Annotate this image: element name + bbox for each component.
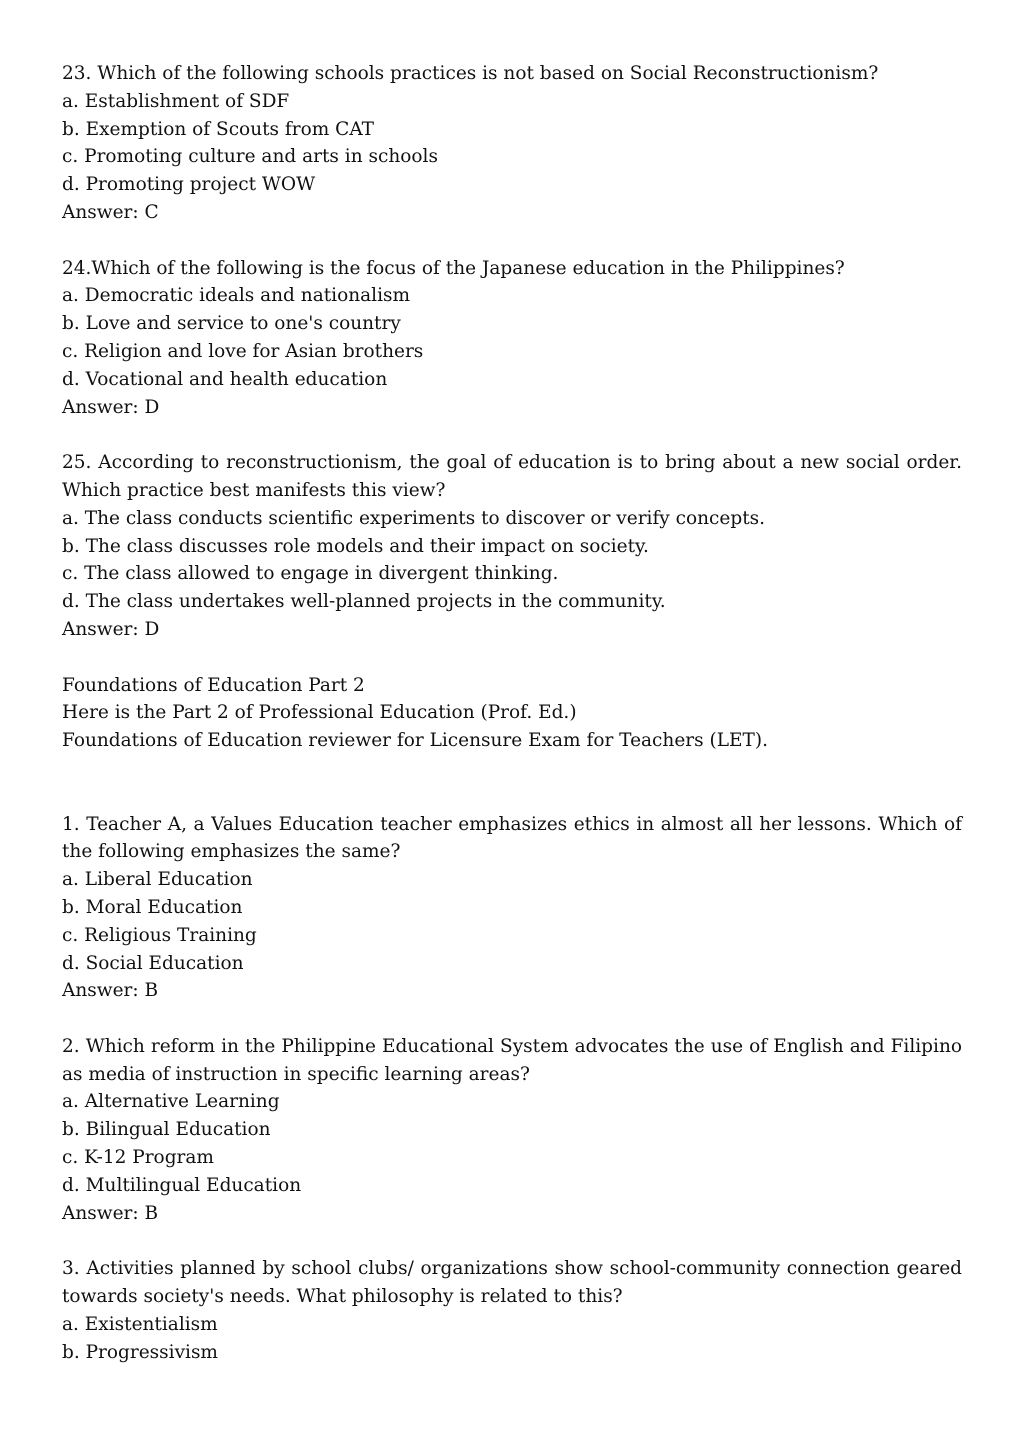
option-a: a. Establishment of SDF: [62, 90, 290, 112]
question-text: 1. Teacher A, a Values Education teacher emphasizes ethics in almost all her lessons. Which of the following emphasizes the same?: [62, 813, 962, 863]
answer-text: Answer: C: [62, 201, 159, 223]
section-intro-line-1: Here is the Part 2 of Professional Education (Prof. Ed.): [62, 702, 577, 724]
option-b: b. Progressivism: [62, 1341, 218, 1363]
option-c: c. K-12 Program: [62, 1147, 214, 1169]
option-a: a. Alternative Learning: [62, 1091, 280, 1113]
option-d: d. Vocational and health education: [62, 368, 388, 390]
section-title: Foundations of Education Part 2: [62, 674, 365, 696]
option-c: c. The class allowed to engage in divergent thinking.: [62, 563, 559, 585]
question-text: 23. Which of the following schools practices is not based on Social Reconstructionism?: [62, 63, 879, 84]
section-intro: [62, 672, 962, 755]
option-a: a. The class conducts scientific experiments to discover or verify concepts.: [62, 507, 766, 529]
spacer: [62, 755, 962, 811]
option-b: b. Love and service to one's country: [62, 313, 401, 335]
document-page: [62, 60, 962, 1394]
option-a: a. Liberal Education: [62, 869, 253, 891]
section-intro-line-2: Foundations of Education reviewer for Licensure Exam for Teachers (LET).: [62, 730, 768, 752]
question-block-p2-3: [62, 1255, 962, 1366]
question-block-24: [62, 255, 962, 422]
option-b: b. Exemption of Scouts from CAT: [62, 118, 375, 140]
option-a: a. Democratic ideals and nationalism: [62, 285, 411, 307]
option-b: b. The class discusses role models and their impact on society.: [62, 535, 649, 557]
answer-text: Answer: B: [62, 1202, 159, 1224]
option-c: c. Promoting culture and arts in schools: [62, 146, 438, 168]
answer-text: Answer: D: [62, 396, 160, 418]
option-c: c. Religion and love for Asian brothers: [62, 340, 424, 362]
question-text: 3. Activities planned by school clubs/ organizations show school-community connection geared towards society's needs. What philosophy is related to this?: [62, 1258, 962, 1308]
answer-text: Answer: B: [62, 980, 159, 1002]
option-c: c. Religious Training: [62, 924, 257, 946]
option-d: d. The class undertakes well-planned projects in the community.: [62, 591, 666, 613]
option-d: d. Promoting project WOW: [62, 174, 316, 196]
option-d: d. Social Education: [62, 952, 244, 974]
question-text: 2. Which reform in the Philippine Educational System advocates the use of English and Filipino as media of instruction in specific learning areas?: [62, 1035, 962, 1085]
question-block-p2-1: [62, 811, 962, 1006]
question-block-25: [62, 449, 962, 644]
question-text: 25. According to reconstructionism, the goal of education is to bring about a new social order. Which practice best manifests this view?: [62, 452, 962, 501]
option-a: a. Existentialism: [62, 1313, 218, 1335]
question-block-p2-2: [62, 1033, 962, 1228]
option-b: b. Moral Education: [62, 896, 243, 918]
question-block-23: [62, 60, 962, 227]
option-d: d. Multilingual Education: [62, 1174, 302, 1196]
question-text: 24.Which of the following is the focus of the Japanese education in the Philippines?: [62, 257, 845, 279]
answer-text: Answer: D: [62, 618, 160, 640]
option-b: b. Bilingual Education: [62, 1119, 271, 1141]
